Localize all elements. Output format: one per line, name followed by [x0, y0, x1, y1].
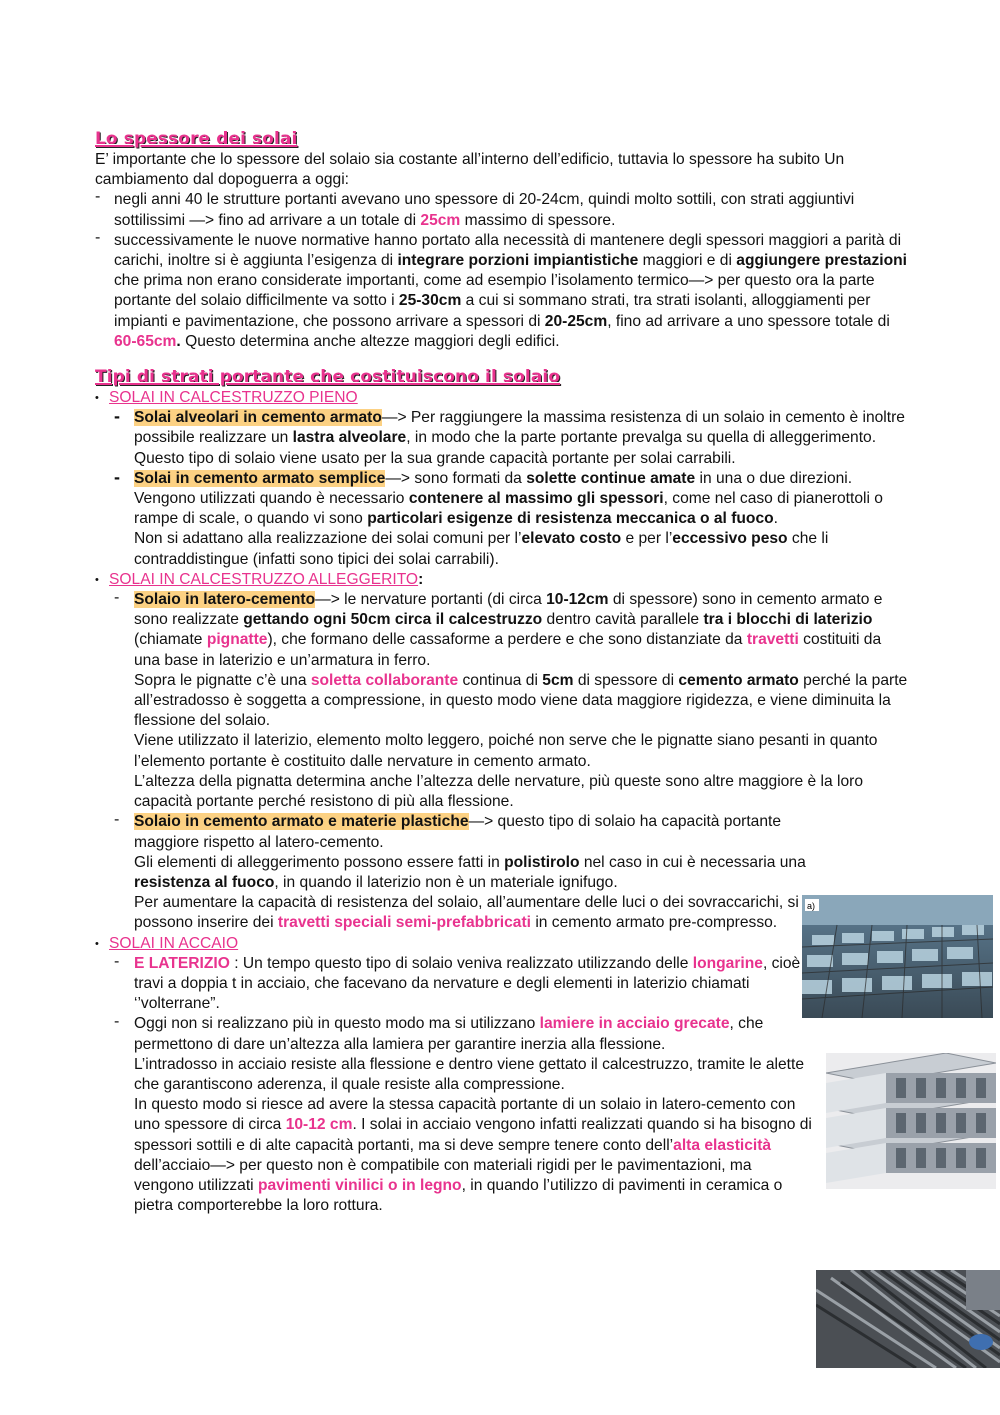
construction-slab-image — [802, 895, 993, 1018]
corrugated-sheet-photo — [816, 1270, 1000, 1368]
pink-term: travetti — [746, 631, 799, 649]
highlighted-term: Solaio in cemento armato e materie plastiche — [134, 813, 469, 831]
bold-text: solette continue amate — [526, 469, 696, 487]
text: —> sono formati da — [385, 469, 527, 487]
photo-label: a) — [807, 901, 816, 911]
highlighted-term: Solai in cemento armato semplice — [134, 469, 386, 487]
text: —> le nervature portanti (di circa — [315, 591, 547, 609]
text: e per l’ — [621, 530, 673, 548]
highlighted-term: Solaio in latero-cemento — [134, 591, 316, 609]
bold-text: polistirolo — [504, 853, 580, 871]
pink-term: 10-12 cm — [285, 1116, 353, 1134]
text: . — [773, 510, 778, 528]
paragraph: L’altezza della pignatta determina anche l’altezza delle nervature, più queste sono altre maggiore è la loro capacità portante perché resistono di più alla flessione. — [134, 772, 864, 811]
pink-term: pignatte — [206, 631, 268, 649]
sub-item-e-laterizio — [95, 954, 814, 1015]
category-calcestruzzo-alleggerito — [95, 570, 910, 590]
text: Oggi non si realizzano più in questo modo ma si utilizzano — [134, 1015, 540, 1033]
bold-text: 5cm — [542, 671, 574, 689]
category-label: SOLAI IN CALCESTRUZZO PIENO — [109, 389, 358, 407]
text: dentro cavità parallele — [542, 611, 704, 629]
sub-item-oggi — [95, 1014, 814, 1216]
pink-term: lamiere in acciaio grecate — [539, 1015, 730, 1033]
steel-beams-image — [826, 1053, 996, 1189]
bold-text: integrare porzioni impiantistiche — [397, 252, 639, 270]
category-label: SOLAI IN CALCESTRUZZO ALLEGGERITO — [109, 570, 419, 588]
dash-marker: - — [114, 589, 120, 607]
pink-term: longarine — [692, 954, 763, 972]
text: . I solai in acciaio vengono infatti realizzati quando si ha bisogno di spessori sottili e di alte capacità portanti, ma si deve sempre tenere conto dell’ — [134, 1116, 812, 1154]
pink-term: soletta collaborante — [310, 671, 459, 689]
construction-slab-photo — [802, 895, 993, 1018]
highlighted-term: Solai alveolari in cemento armato — [134, 409, 382, 427]
highlight-value: 60-65cm — [114, 332, 177, 350]
bold-text: 20-25cm — [544, 312, 608, 330]
text: , in quando l’utilizzo di pavimenti in ceramica o pietra comporterebbe la loro rottura. — [134, 1176, 783, 1215]
paragraph — [134, 529, 910, 569]
text: (chiamate — [134, 631, 207, 649]
category-label: SOLAI IN ACCAIO — [109, 934, 239, 952]
text: , fino ad arrivare a uno spessore totale di — [607, 312, 890, 330]
text: perché la parte all’estradosso è soggetta a compressione, in questo modo viene data maggiore rigidezza, e viene diminuita la flessione del solaio. — [134, 671, 908, 730]
section-title-spessore: Lo spessore dei solai — [95, 129, 298, 149]
text: Gli elementi di alleggerimento possono essere fatti in — [134, 853, 505, 871]
dash-marker: - — [114, 406, 120, 427]
steel-beams-photo — [826, 1053, 996, 1189]
pink-term: E LATERIZIO — [134, 954, 230, 972]
text: , in quando il laterizio non è un materiale ignifugo. — [274, 873, 618, 891]
category-accaio — [95, 934, 910, 954]
text: dell’acciaio—> per questo non è compatibile con materiali rigidi per le pavimentazioni, ma vengono utilizzati — [134, 1156, 752, 1194]
text: : Un tempo questo tipo di solaio veniva realizzato utilizzando delle — [229, 954, 693, 972]
bold-text: 10-12cm — [546, 591, 609, 609]
text: in cemento armato pre-compresso. — [530, 914, 778, 932]
highlight-value: 25cm — [420, 211, 461, 229]
paragraph — [134, 671, 910, 732]
colon: : — [418, 570, 424, 588]
text: Sopra le pignatte c’è una — [134, 671, 311, 689]
text: massimo di spessore. — [460, 211, 616, 229]
bold-text: 25-30cm — [398, 292, 462, 310]
sub-item-cemento-armato-semplice — [95, 466, 910, 570]
text: di spessore di — [573, 671, 679, 689]
pink-term: travetti speciali semi-prefabbricati — [277, 914, 531, 932]
bold-text: eccessivo peso — [672, 530, 788, 548]
bold-text: cemento armato — [678, 671, 799, 689]
paragraph — [134, 853, 824, 893]
sub-item-materie-plastiche — [95, 812, 824, 933]
list-item-successivamente — [95, 231, 910, 352]
text: , che permettono di dare un’altezza alla lamiera per garantire inerzia alla flessione. — [134, 1015, 764, 1053]
sub-item-latero-cemento — [95, 590, 910, 812]
list-item-anni-40 — [95, 190, 910, 230]
category-calcestruzzo-pieno — [95, 388, 910, 408]
text: nel caso in cui è necessaria una — [579, 853, 806, 871]
bold-text: elevato costo — [521, 530, 622, 548]
text: successivamente le nuove normative hanno portato alla necessità di mantenere degli spessori maggiori a parità di carichi, inoltre si è aggiunta l’esigenza di — [114, 231, 902, 270]
text: maggiori e di — [638, 252, 737, 270]
sub-item-solai-alveolari — [95, 408, 910, 469]
bold-text: lastra alveolare — [292, 429, 407, 447]
corrugated-sheet-image — [816, 1270, 1000, 1368]
text: in una o due direzioni. Vengono utilizzati quando è necessario — [134, 469, 853, 508]
text: Questo determina anche altezze maggiori degli edifici. — [180, 332, 560, 350]
text: In questo modo si riesce ad avere la stessa capacità portante di un solaio in latero-cemento con uno spessore di circa — [134, 1096, 796, 1134]
section-title-tipi-strati: Tipi di strati portante che costituiscono il solaio — [95, 367, 561, 388]
bold-text: contenere al massimo gli spessori — [408, 490, 664, 508]
text: che li contraddistingue (infatti sono tipici dei solai carrabili). — [134, 530, 829, 568]
dash-marker: - — [114, 466, 120, 487]
document-page — [95, 128, 910, 1216]
text: —> Per raggiungere la massima resistenza di un solaio in cemento è inoltre possibile realizzare un — [134, 409, 905, 447]
text: Non si adattano alla realizzazione dei solai comuni per l’ — [134, 530, 522, 548]
pink-term: alta elasticità — [673, 1136, 772, 1154]
text: ), che formano delle cassaforme a perdere e che sono distanziate da — [267, 631, 747, 649]
text: costituiti da una base in laterizio e un’armatura in ferro. — [134, 631, 882, 669]
text: —> questo tipo di solaio ha capacità portante maggiore rispetto al latero-cemento. — [134, 813, 782, 851]
text: Per aumentare la capacità di resistenza del solaio, all’aumentare delle luci o dei sovraccarichi, si possono inserire dei — [134, 894, 799, 932]
paragraph: L’intradosso in acciaio resiste alla flessione e dentro viene gettato il calcestruzzo, tramite le alette che garantiscono aderenza, il quale resiste alla compressione. — [134, 1055, 805, 1093]
intro-paragraph: E’ importante che lo spessore del solaio sia costante all’interno dell’edificio, tuttavia lo spessore ha subito Un cambiamento dal dopoguerra a oggi: — [95, 151, 845, 189]
text: , come nel caso di pianerottoli o rampe di scale, o quando vi sono — [134, 490, 883, 528]
text: continua di — [458, 671, 543, 689]
bold-text: resistenza al fuoco — [134, 873, 275, 891]
bold-text: tra i blocchi di laterizio — [703, 611, 873, 629]
bold-text: . — [176, 332, 181, 350]
text: di spessore) sono in cemento armato e sono realizzate — [134, 591, 883, 629]
dash-marker: - — [114, 811, 120, 829]
text: , cioè travi a doppia t in acciaio, che facevano da nervature e degli elementi in laterizio chiamati ‘’volterrane”. — [134, 954, 801, 1013]
pink-term: pavimenti vinilici o in legno — [257, 1176, 462, 1194]
dash-marker: - — [114, 952, 120, 970]
paragraph — [134, 1095, 814, 1216]
paragraph — [134, 893, 824, 933]
paragraph: Viene utilizzato il laterizio, elemento molto leggero, poiché non serve che le pignatte siano pesanti in quanto l’elemento portante è costituito dalle nervature in cemento armato. — [134, 732, 878, 770]
text: negli anni 40 le strutture portanti avevano uno spessore di 20-24cm, quindi molto sottili, con strati aggiuntivi sottilissimi —> fino ad arrivare a un totale di — [114, 191, 855, 229]
text: , in modo che la parte portante prevalga su quella di alleggerimento. Questo tipo di solaio viene usato per la sua grande capacità portante per solai carrabili. — [134, 429, 877, 467]
bold-text: aggiungere prestazioni — [736, 252, 907, 270]
text: che prima non erano considerate importanti, come ad esempio l’isolamento termico—> per questo ora la parte portante del solaio difficilmente va sotto i — [114, 272, 875, 310]
dash-marker: - — [114, 1013, 120, 1031]
bold-text: gettando ogni 50cm circa il calcestruzzo — [243, 611, 543, 629]
bold-text: particolari esigenze di resistenza meccanica o al fuoco — [367, 510, 774, 528]
text: a cui si sommano strati, tra strati isolanti, alloggiamenti per impianti e pavimentazione, che possono arrivare a spessori di — [114, 292, 871, 330]
